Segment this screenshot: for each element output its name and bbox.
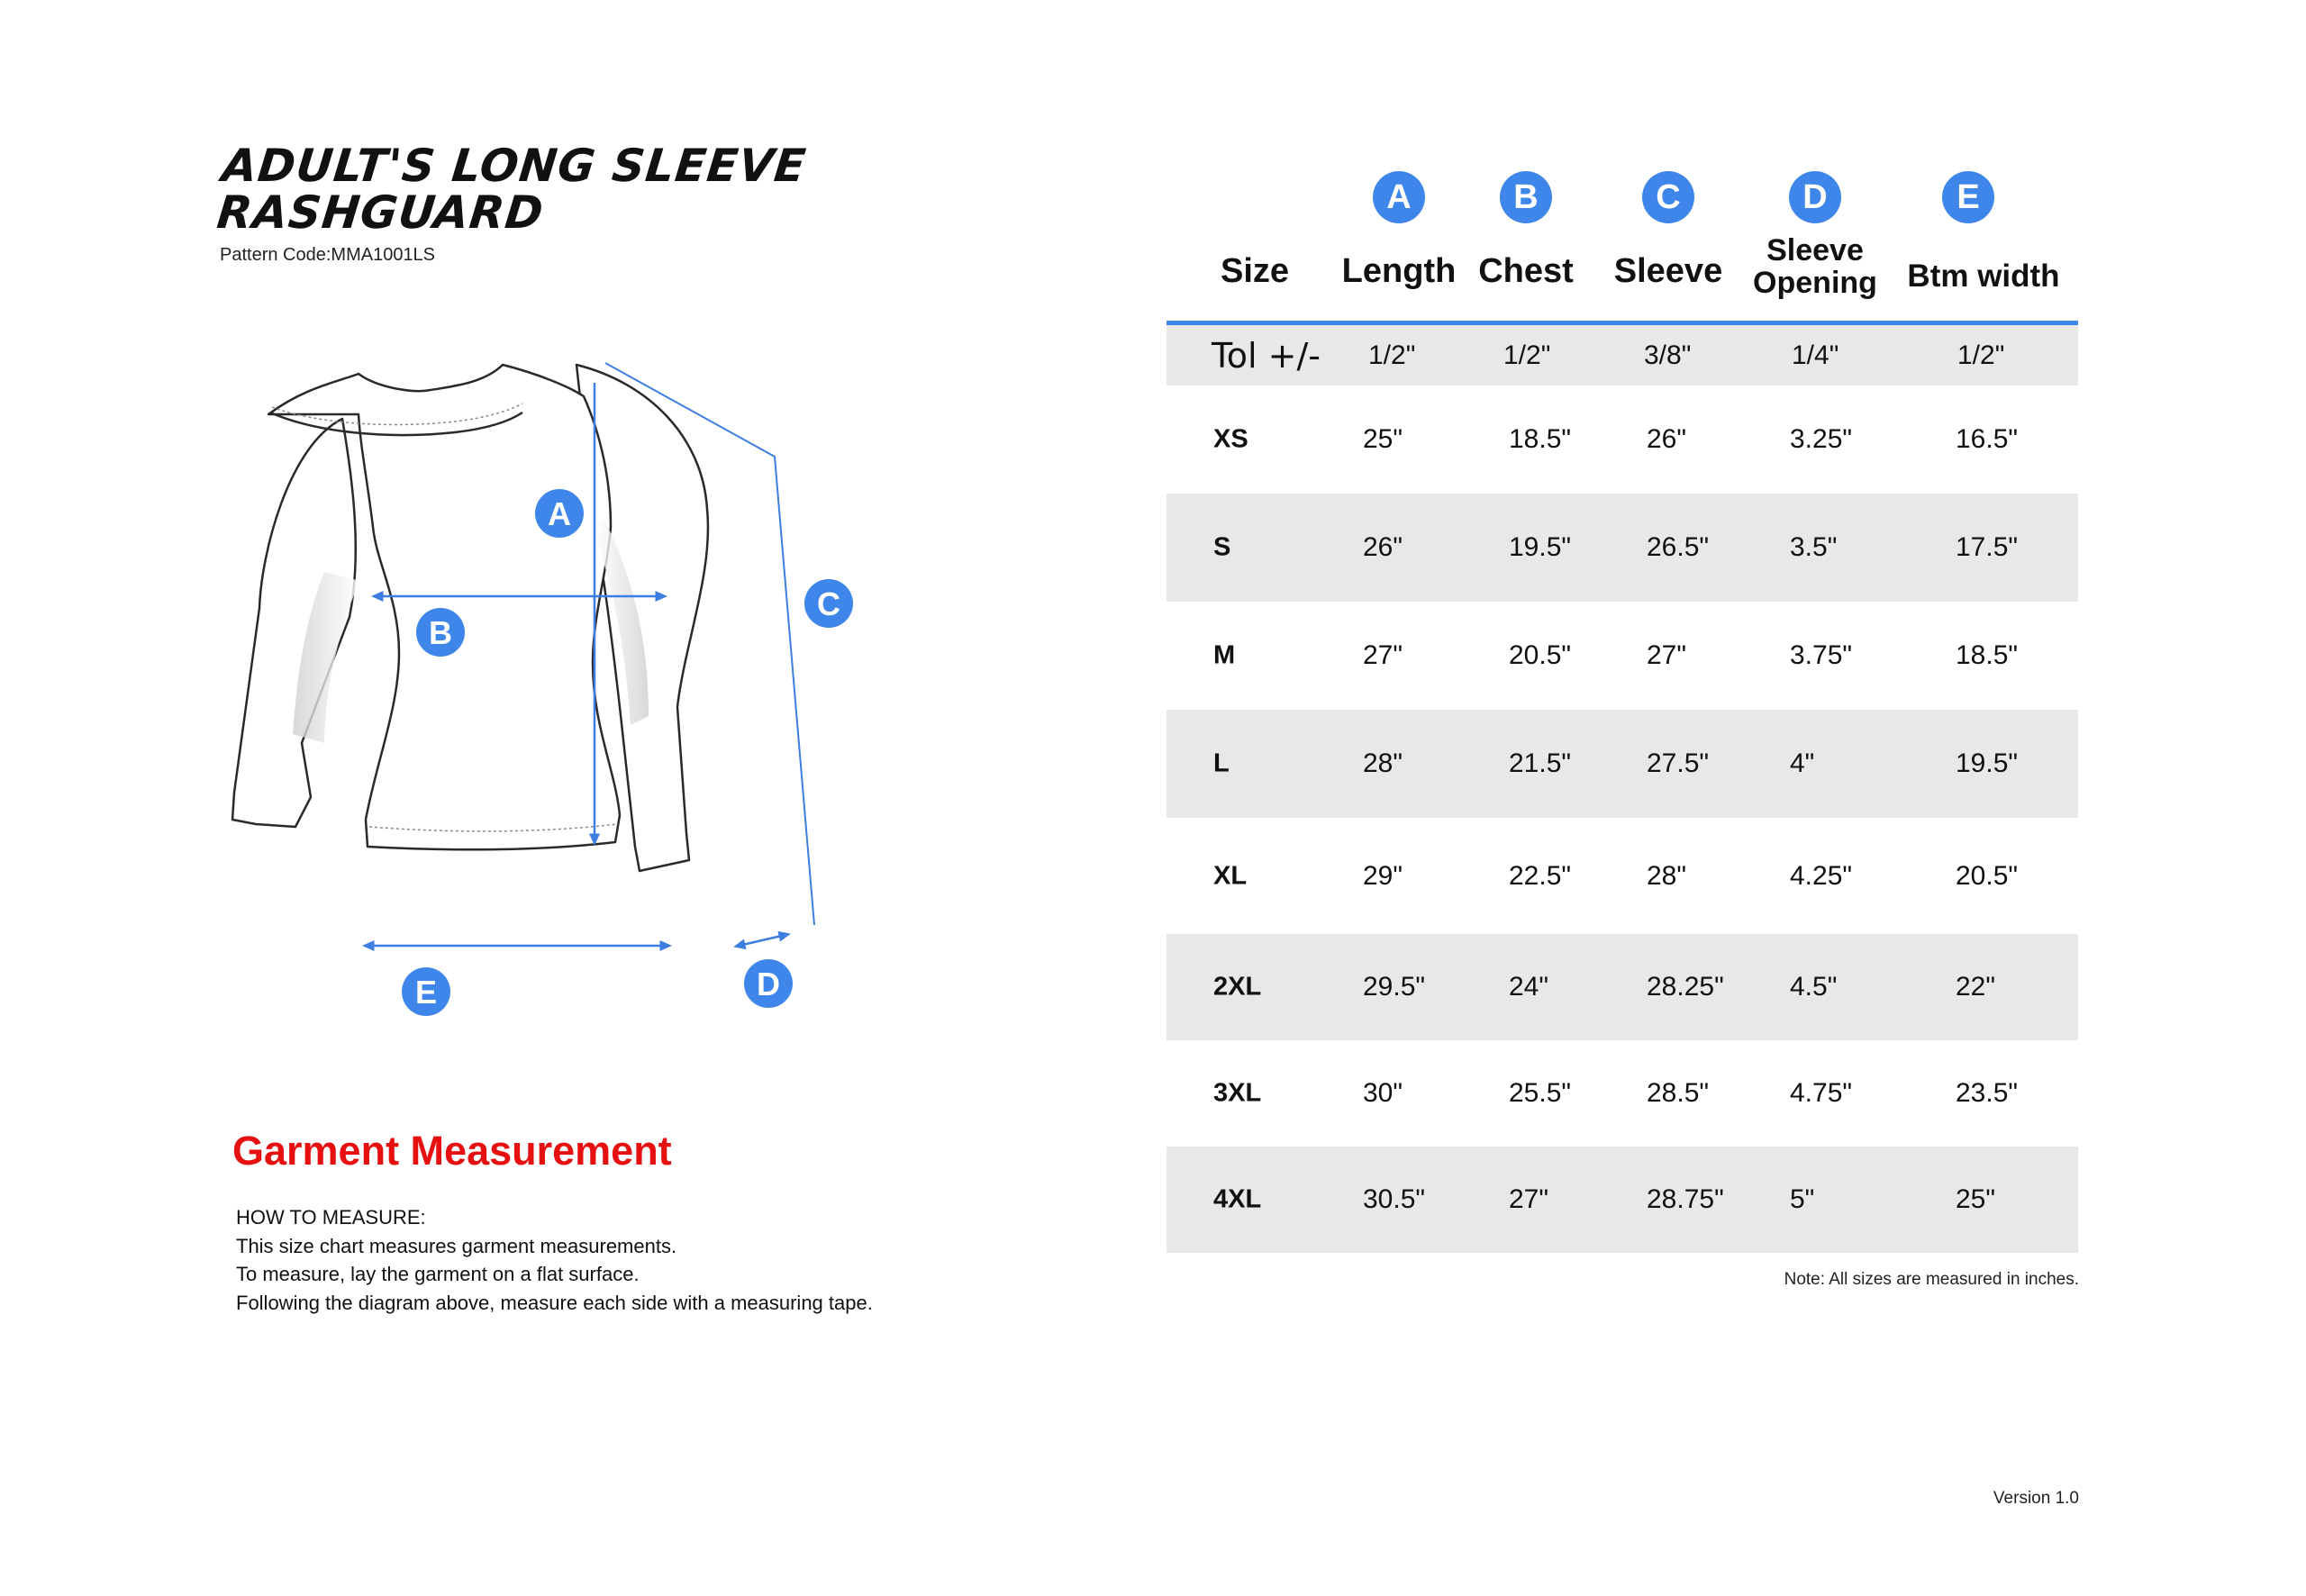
cell-chest: 25.5": [1509, 1078, 1572, 1108]
cell-btm-width: 18.5": [1956, 640, 2019, 670]
badge-c-label: C: [817, 585, 840, 622]
cell-btm-width: 16.5": [1956, 424, 2019, 454]
header-sleeve-opening-line1: Sleeve: [1766, 233, 1864, 268]
cell-chest: 27": [1509, 1184, 1549, 1214]
table-row: [1167, 1040, 2078, 1147]
badge-c: C: [1642, 171, 1694, 223]
header-length: Length: [1341, 252, 1457, 290]
cell-sleeve-opening: 4": [1790, 748, 1815, 778]
badge-b-label: B: [429, 614, 452, 651]
header-size: Size: [1221, 252, 1290, 290]
cell-btm-width: 23.5": [1956, 1078, 2019, 1108]
version-label: Version 1.0: [1993, 1489, 2079, 1508]
title-line-2: RASHGUARD: [214, 186, 547, 239]
header-btm-width: Btm width: [1907, 258, 2060, 294]
tolerance-value: 1/2": [1503, 340, 1551, 370]
table-row: [1167, 710, 2078, 818]
row-size: S: [1213, 532, 1231, 562]
cell-sleeve: 26.5": [1647, 532, 1710, 562]
row-size: XS: [1213, 424, 1248, 454]
badge-e-label: E: [414, 974, 438, 1011]
cell-btm-width: 19.5": [1956, 748, 2019, 778]
cell-sleeve: 28.5": [1647, 1078, 1710, 1108]
title-line-1: ADULT'S LONG SLEEVE: [219, 140, 809, 192]
cell-length: 27": [1363, 640, 1403, 670]
cell-sleeve-opening: 4.5": [1790, 972, 1838, 1002]
cell-sleeve: 28.75": [1647, 1184, 1724, 1214]
cell-sleeve-opening: 3.75": [1790, 640, 1853, 670]
cell-length: 28": [1363, 748, 1403, 778]
badge-c: [804, 579, 853, 628]
pattern-code: Pattern Code:MMA1001LS: [220, 245, 436, 265]
badge-b: [416, 608, 465, 657]
badge-d-label: D: [757, 966, 780, 1002]
cell-sleeve-opening: 3.25": [1790, 424, 1853, 454]
header-chest: Chest: [1478, 252, 1574, 290]
tolerance-label: Tol +/-: [1212, 335, 1321, 376]
header-sleeve: Sleeve: [1613, 252, 1723, 290]
row-size: XL: [1213, 861, 1248, 890]
cell-sleeve-opening: 5": [1790, 1184, 1815, 1214]
cell-sleeve-opening: 3.5": [1790, 532, 1838, 562]
cell-sleeve: 27.5": [1647, 748, 1710, 778]
cell-sleeve-opening: 4.25": [1790, 860, 1853, 891]
tolerance-value: 3/8": [1644, 340, 1692, 370]
table-row: [1167, 494, 2078, 602]
howto-line: HOW TO MEASURE:: [236, 1206, 426, 1229]
tolerance-value: 1/2": [1368, 340, 1416, 370]
cell-chest: 18.5": [1509, 424, 1572, 454]
cell-chest: 24": [1509, 972, 1549, 1002]
cell-length: 29": [1363, 860, 1403, 891]
row-size: 2XL: [1213, 972, 1262, 1002]
table-row: [1167, 934, 2078, 1040]
tolerance-row: [1167, 325, 2078, 385]
howto-line: Following the diagram above, measure each side with a measuring tape.: [236, 1291, 873, 1314]
rashguard-diagram: [216, 347, 865, 1031]
garment-measurement-title: Garment Measurement: [232, 1128, 672, 1174]
cell-sleeve: 26": [1647, 424, 1687, 454]
table-row: [1167, 385, 2078, 494]
cell-btm-width: 22": [1956, 972, 1996, 1002]
badge-e: E: [1942, 171, 1994, 223]
table-row: [1167, 818, 2078, 934]
howto-line: To measure, lay the garment on a flat surface.: [236, 1263, 640, 1285]
badge-d: D: [1789, 171, 1841, 223]
tolerance-value: 1/2": [1957, 340, 2005, 370]
cell-btm-width: 20.5": [1956, 860, 2019, 891]
tolerance-value: 1/4": [1792, 340, 1839, 370]
table-row: [1167, 602, 2078, 710]
table-row: [1167, 1147, 2078, 1253]
table-note: Note: All sizes are measured in inches.: [1784, 1270, 2079, 1289]
page-title: [214, 140, 910, 239]
badge-b: B: [1500, 171, 1552, 223]
badge-d: [744, 959, 793, 1008]
cell-sleeve: 28.25": [1647, 972, 1724, 1002]
row-size: 3XL: [1213, 1078, 1262, 1108]
how-to-measure: [236, 1203, 873, 1317]
row-size: M: [1213, 640, 1236, 670]
cell-chest: 19.5": [1509, 532, 1572, 562]
cell-chest: 22.5": [1509, 860, 1572, 891]
cell-length: 30": [1363, 1078, 1403, 1108]
cell-length: 26": [1363, 532, 1403, 562]
cell-sleeve-opening: 4.75": [1790, 1078, 1853, 1108]
badge-a: [535, 489, 584, 538]
row-size: 4XL: [1213, 1184, 1262, 1214]
row-size: L: [1213, 748, 1230, 778]
badge-a: A: [1373, 171, 1425, 223]
cell-sleeve: 27": [1647, 640, 1687, 670]
sleeve-opening-line: [739, 935, 785, 946]
cell-btm-width: 25": [1956, 1184, 1996, 1214]
cell-sleeve: 28": [1647, 860, 1687, 891]
header-sleeve-opening: [1752, 234, 1878, 299]
size-table: [1167, 171, 2078, 1253]
howto-line: This size chart measures garment measurements.: [236, 1234, 677, 1257]
cell-btm-width: 17.5": [1956, 532, 2019, 562]
header-sleeve-opening-line2: Opening: [1753, 266, 1877, 300]
cell-length: 29.5": [1363, 972, 1426, 1002]
cell-length: 30.5": [1363, 1184, 1426, 1214]
cell-chest: 21.5": [1509, 748, 1572, 778]
cell-length: 25": [1363, 424, 1403, 454]
cell-chest: 20.5": [1509, 640, 1572, 670]
badge-e: [402, 967, 450, 1016]
table-header: [1167, 171, 2078, 321]
badge-a-label: A: [548, 495, 571, 532]
